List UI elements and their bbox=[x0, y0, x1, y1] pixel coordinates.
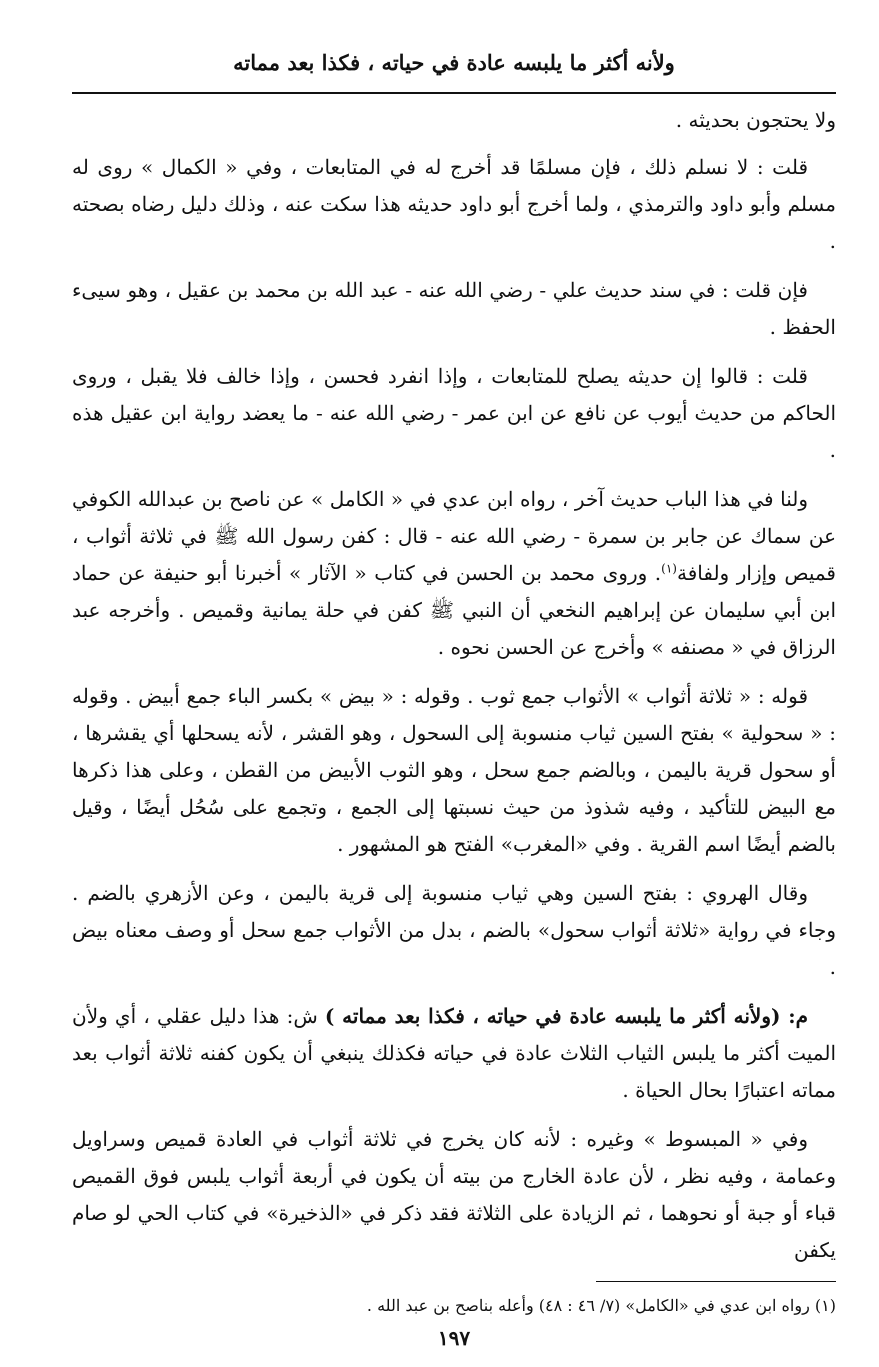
footnote-marker: (١) bbox=[661, 561, 677, 576]
paragraph-6: قوله : « ثلاثة أثواب » الأثواب جمع ثوب . وقوله : « بيض » بكسر الباء جمع أبيض . وقوله : « سحولية » بفتح السين ثياب منسوبة إلى السحول ، وهو القشر ، لأنه يسحلها أي يقشرها ، أو سحول قرية باليمن ، وبالضم جمع سحل ، وهو الثوب الأبيض من القطن ، وعلى هذا ذكرها مع البيض للتأكيد ، وفيه شذوذ من حيث نسبتها إلى الجمع ، وتجمع على سُحُل أيضًا ، وقيل بالضم أيضًا اسم القرية . وفي «المغرب» الفتح هو المشهور . bbox=[72, 684, 836, 856]
paragraph-8 bbox=[72, 998, 836, 1109]
running-head: ولأنه أكثر ما يلبسه عادة في حياته ، فكذا بعد مماته bbox=[233, 50, 675, 75]
paragraph-2: قلت : لا نسلم ذلك ، فإن مسلمًا قد أخرج له في المتابعات ، وفي « الكمال » روى له مسلم وأبو داود والترمذي ، ولما أخرج أبو داود حديثه هذا سكت عنه ، وذلك دليل رضاه بصحته . bbox=[72, 155, 836, 253]
paragraph-3: فإن قلت : في سند حديث علي - رضي الله عنه - عبد الله بن محمد بن عقيل ، وهو سيىء الحفظ . bbox=[72, 278, 836, 339]
paragraph-7: وقال الهروي : بفتح السين وهي ثياب منسوبة إلى قرية باليمن ، وعن الأزهري بالضم . وجاء في رواية «ثلاثة أثواب سحول» بالضم ، بدل من الأثواب جمع سحل أو وصف معناه بيض . bbox=[72, 881, 836, 979]
page-number: ١٩٧ bbox=[437, 1326, 471, 1350]
paragraph-4: قلت : قالوا إن حديثه يصلح للمتابعات ، وإذا انفرد فحسن ، وإذا خالف فلا يقبل ، وروى الحاكم من حديث أيوب عن نافع عن ابن عمر - رضي الله عنه - ما يعضد رواية ابن عقيل هذه . bbox=[72, 364, 836, 462]
paragraph-9: وفي « المبسوط » وغيره : لأنه كان يخرج في ثلاثة أثواب في العادة قميص وسراويل وعمامة ، وفيه نظر ، لأن عادة الخارج من بيته أن يكون في أربعة أثواب يلبس فوق القميص قباء أو جبة أو نحوهما ، ثم الزيادة على الثلاثة فقد ذكر في «الذخيرة» في كتاب الحي لو صام يكفن bbox=[72, 1127, 836, 1262]
matn-quote: م: (ولأنه أكثر ما يلبسه عادة في حياته ، فكذا بعد مماته ) bbox=[324, 1004, 808, 1028]
footnote: (١) رواه ابن عدي في «الكامل» (٧/ ٤٦ : ٤٨) وأعله بناصح بن عبد الله . bbox=[366, 1296, 836, 1315]
body-text bbox=[72, 102, 836, 1269]
header-rule bbox=[72, 92, 836, 94]
footnote-rule bbox=[596, 1281, 836, 1282]
paragraph-5-text: ولنا في هذا الباب حديث آخر ، رواه ابن عدي في « الكامل » عن ناصح بن عبدالله الكوفي عن سماك عن جابر بن سمرة - رضي الله عنه - قال : كفن رسول الله ﷺ في ثلاثة أثواب ، قميص وإزار ولفافة bbox=[72, 487, 837, 585]
paragraph-1: ولا يحتجون بحديثه . bbox=[675, 108, 836, 132]
sharh-text: ش: هذا دليل عقلي ، أي ولأن الميت أكثر ما يلبس الثياب الثلاث عادة في حياته فكذلك ينبغي أن يكون كفنه ثلاثة أثواب بعد مماته اعتبارًا بحال الحياة . bbox=[72, 1004, 836, 1102]
paragraph-5-tail: . وروى محمد بن الحسن في كتاب « الآثار » أخبرنا أبو حنيفة عن حماد ابن أبي سليمان عن إبراهيم النخعي أن النبي ﷺ كفن في حلة يمانية وقميص . وأخرجه عبد الرزاق في « مصنفه » وأخرج عن الحسن نحوه . bbox=[72, 561, 836, 659]
book-page bbox=[72, 40, 837, 1350]
paragraph-5 bbox=[72, 481, 836, 666]
